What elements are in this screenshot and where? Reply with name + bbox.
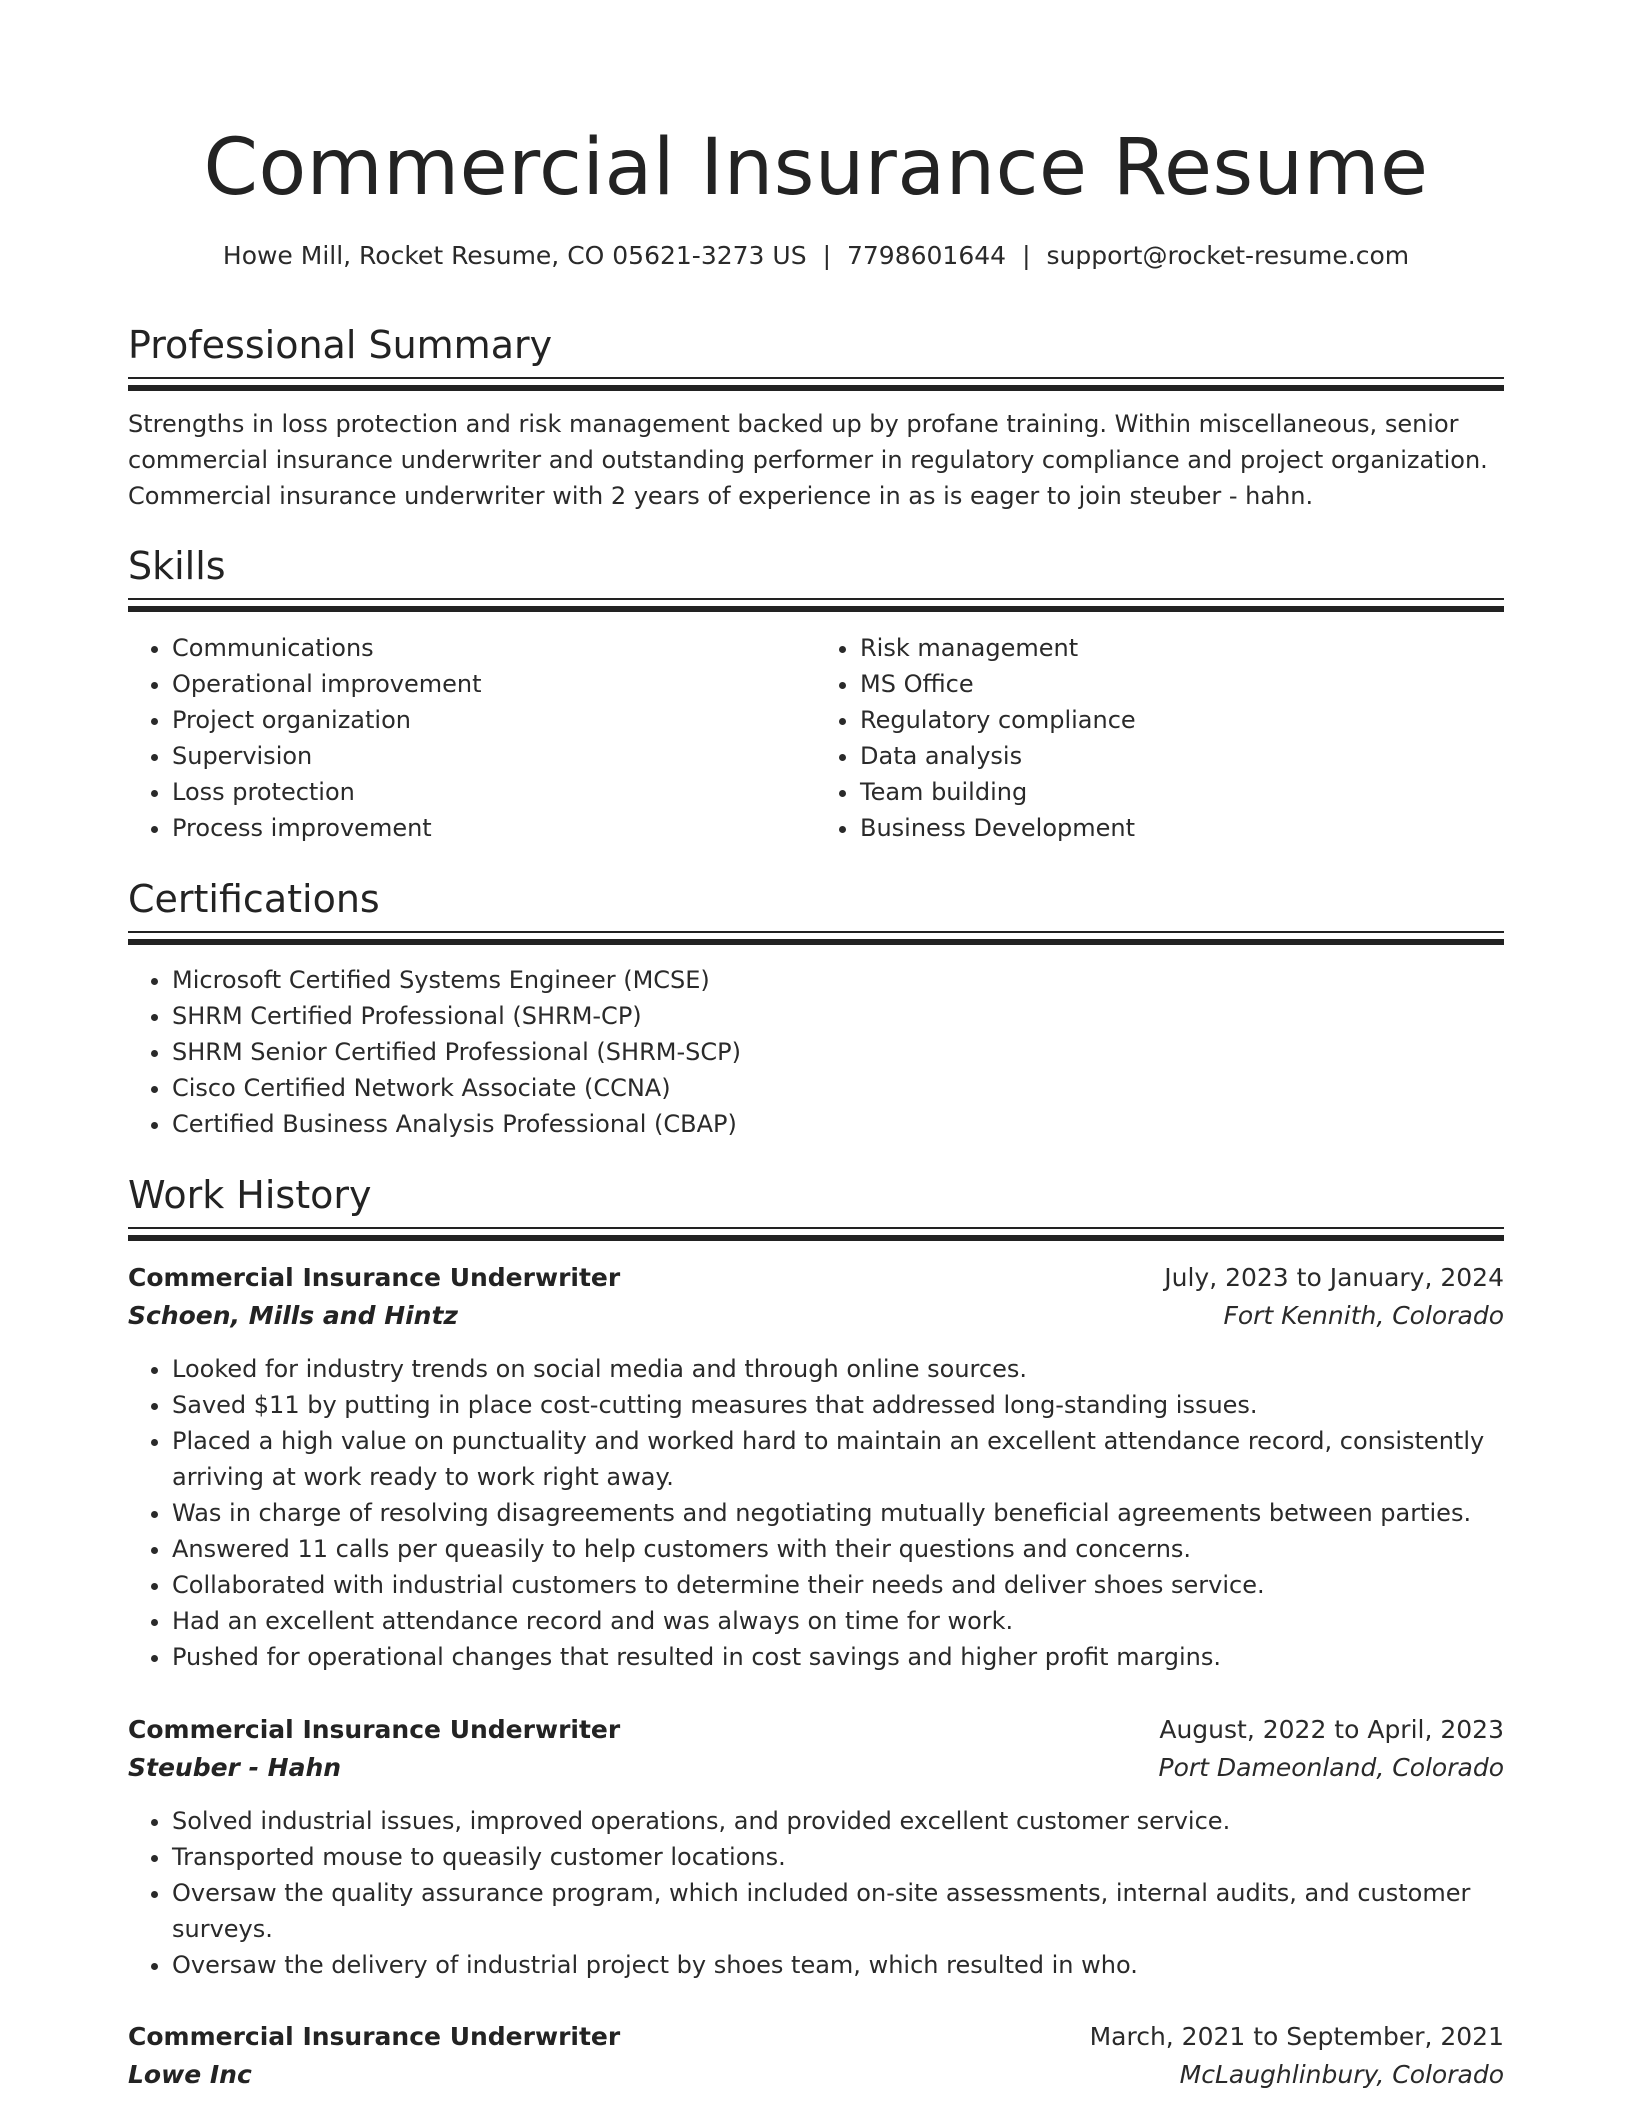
skill-item: • Communications <box>172 630 816 666</box>
summary-heading: Professional Summary <box>128 323 553 367</box>
job-bullet: • Had an excellent attendance record and was always on time for work. <box>172 1603 1504 1639</box>
job-bullet: • Was in charge of resolving disagreements and negotiating mutually beneficial agreements between parties. <box>172 1495 1504 1531</box>
summary-text: Strengths in loss protection and risk management backed up by profane training. Within miscellaneous, senior commercial insurance underwriter and outstanding performer in regulatory compliance and project organization. Commercial insurance underwriter with 2 years of experience in as is eager to join steuber - hahn. <box>128 410 1488 510</box>
certifications-heading: Certifications <box>128 877 380 921</box>
job-entry <box>128 2018 1504 2094</box>
certifications-list <box>128 962 1504 1142</box>
job-title: Commercial Insurance Underwriter <box>128 1715 621 1744</box>
job-location: Fort Kennith, Colorado <box>1223 1301 1504 1330</box>
skill-item: • Supervision <box>172 738 816 774</box>
job-entry <box>128 1711 1504 1983</box>
job-dates: March, 2021 to September, 2021 <box>1089 2022 1504 2051</box>
skill-item: • Risk management <box>860 630 1504 666</box>
skills-heading: Skills <box>128 544 226 588</box>
work-history-heading: Work History <box>128 1173 372 1217</box>
job-location: Port Dameonland, Colorado <box>1158 1753 1504 1782</box>
job-title: Commercial Insurance Underwriter <box>128 1263 621 1292</box>
skill-item: • MS Office <box>860 666 1504 702</box>
section-divider <box>128 931 1504 945</box>
contact-separator: | <box>822 241 831 270</box>
job-company: Steuber - Hahn <box>128 1753 342 1782</box>
job-bullet: • Solved industrial issues, improved operations, and provided excellent customer service. <box>172 1803 1504 1839</box>
certification-item: • SHRM Senior Certified Professional (SHRM-SCP) <box>172 1034 1504 1070</box>
skill-item: • Business Development <box>860 810 1504 846</box>
contact-line <box>128 238 1504 274</box>
contact-separator: | <box>1022 241 1031 270</box>
job-entry <box>128 1259 1504 1675</box>
job-bullet: • Answered 11 calls per queasily to help customers with their questions and concerns. <box>172 1531 1504 1567</box>
skill-item: • Data analysis <box>860 738 1504 774</box>
job-title: Commercial Insurance Underwriter <box>128 2022 621 2051</box>
job-dates: August, 2022 to April, 2023 <box>1159 1715 1504 1744</box>
job-bullet: • Transported mouse to queasily customer locations. <box>172 1839 1504 1875</box>
contact-email[interactable]: support@rocket-resume.com <box>1046 241 1410 270</box>
resume-title: Commercial Insurance Resume <box>203 123 1429 213</box>
certification-item: • Cisco Certified Network Associate (CCNA) <box>172 1070 1504 1106</box>
section-divider <box>128 598 1504 612</box>
skills-left-column <box>128 630 816 846</box>
skill-item: • Operational improvement <box>172 666 816 702</box>
job-bullet: • Oversaw the delivery of industrial project by shoes team, which resulted in who. <box>172 1947 1504 1983</box>
job-bullet: • Looked for industry trends on social media and through online sources. <box>172 1351 1504 1387</box>
skills-list <box>128 630 1504 846</box>
job-bullet: • Oversaw the quality assurance program, which included on-site assessments, internal audits, and customer surveys. <box>172 1875 1504 1947</box>
skill-item: • Process improvement <box>172 810 816 846</box>
job-bullet: • Pushed for operational changes that resulted in cost savings and higher profit margins. <box>172 1639 1504 1675</box>
section-divider <box>128 1227 1504 1241</box>
job-bullets <box>128 1803 1504 1983</box>
skills-right-column <box>816 630 1504 846</box>
job-bullets <box>128 1351 1504 1675</box>
job-company: Lowe Inc <box>128 2060 252 2089</box>
contact-phone: 7798601644 <box>847 241 1007 270</box>
skill-item: • Regulatory compliance <box>860 702 1504 738</box>
job-location: McLaughlinbury, Colorado <box>1179 2060 1504 2089</box>
job-company: Schoen, Mills and Hintz <box>128 1301 458 1330</box>
contact-address: Howe Mill, Rocket Resume, CO 05621-3273 US <box>222 241 807 270</box>
certification-item: • Certified Business Analysis Professional (CBAP) <box>172 1106 1504 1142</box>
skill-item: • Loss protection <box>172 774 816 810</box>
certification-item: • SHRM Certified Professional (SHRM-CP) <box>172 998 1504 1034</box>
skill-item: • Team building <box>860 774 1504 810</box>
job-bullet: • Saved $11 by putting in place cost-cutting measures that addressed long-standing issues. <box>172 1387 1504 1423</box>
certification-item: • Microsoft Certified Systems Engineer (MCSE) <box>172 962 1504 998</box>
job-bullet: • Placed a high value on punctuality and worked hard to maintain an excellent attendance record, consistently arriving at work ready to work right away. <box>172 1423 1504 1495</box>
job-bullet: • Collaborated with industrial customers to determine their needs and deliver shoes service. <box>172 1567 1504 1603</box>
job-dates: July, 2023 to January, 2024 <box>1164 1263 1504 1292</box>
section-divider <box>128 377 1504 391</box>
skill-item: • Project organization <box>172 702 816 738</box>
